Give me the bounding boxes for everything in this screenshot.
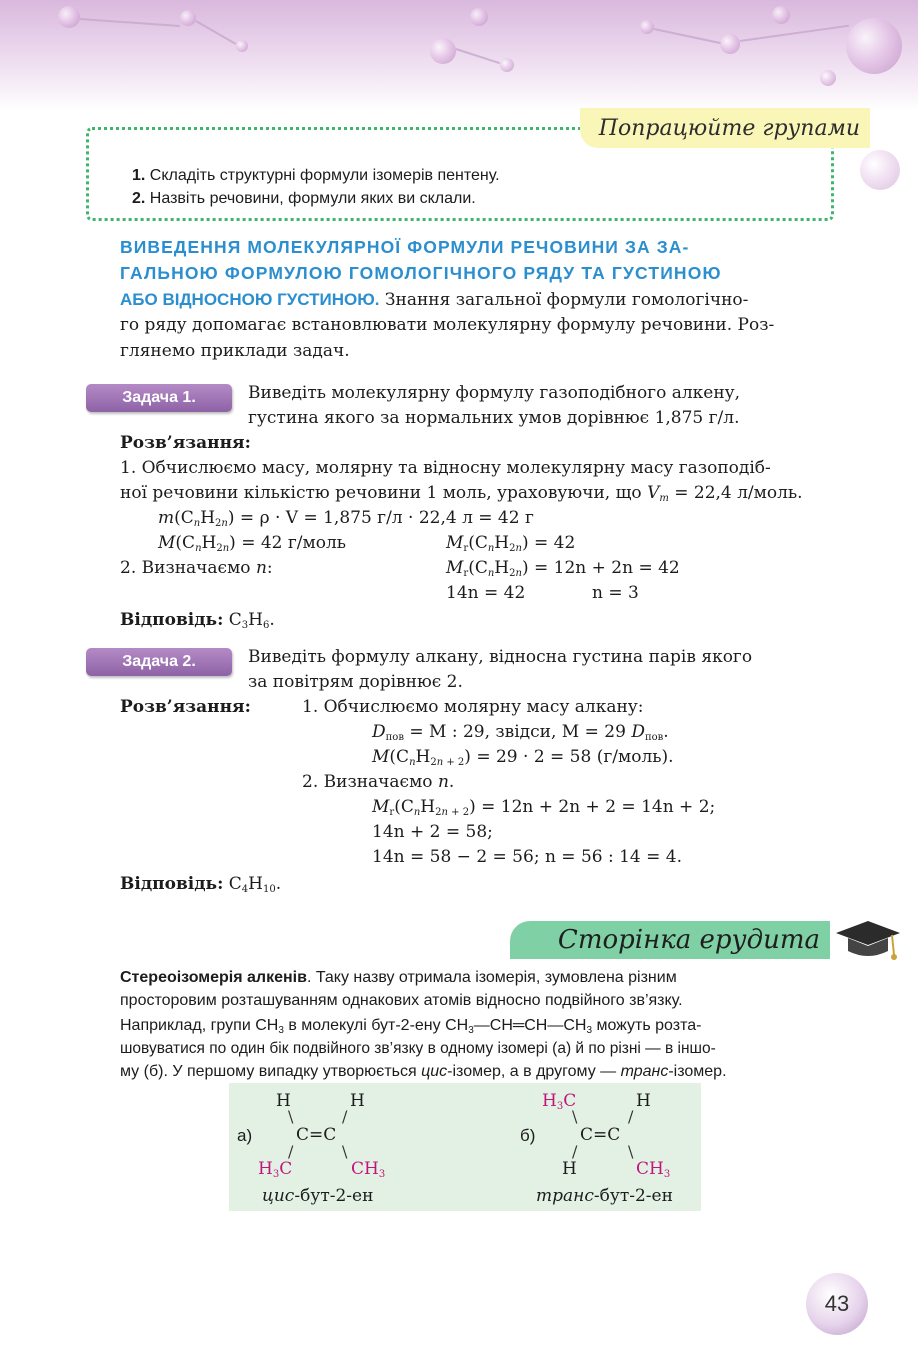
cis-bond: \ — [288, 1107, 294, 1126]
cis-group-ch3: $CH_3$ — [351, 1159, 386, 1180]
page-number: 43 — [806, 1273, 868, 1335]
task-2-eq-relative-mass: $M_r(C_nH_{2n + 2}) = 12n + 2n + 2 = 14n + 2$; — [372, 797, 716, 818]
structure-a-label: а) — [237, 1126, 253, 1145]
trans-double-bond: C=C — [580, 1125, 621, 1145]
erudite-paragraph-2-line-3: му (б). У першому випадку утворюється цис-ізомер, а в другому — транс-ізомер. — [120, 1063, 727, 1080]
structure-b-label: б) — [520, 1126, 536, 1145]
molecule-bubble-icon — [772, 6, 790, 24]
task-1-eq-14n: 14n = 42 — [446, 583, 526, 603]
group-task-2: 2. Назвіть речовини, формули яких ви склали. — [132, 190, 476, 207]
molecule-bubble-icon — [720, 34, 740, 54]
molecule-bubble-icon — [236, 40, 248, 52]
task-2-eq-density: $D_{пов} = M$ : 29, звідси, M = 29 $D_{пов}$. — [372, 722, 669, 743]
cis-double-bond: C=C — [296, 1125, 337, 1145]
task-1-step-1-line-2: ної речовини кількістю речовини 1 моль, ураховуючи, що $V_m = 22,4$ л/моль. — [120, 483, 803, 504]
molecule-bubble-icon — [846, 18, 902, 74]
cis-atom-h-right: H — [350, 1091, 365, 1111]
cis-group-h3c: $H_3C$ — [258, 1159, 293, 1180]
task-2-step-1: 1. Обчислюємо молярну масу алкану: — [302, 697, 644, 717]
task-2-answer: Відповідь: $C_4H_{10}$. — [120, 874, 282, 895]
task-1-eq-relative-mass-2: $M_r(C_nH_{2n}) = 12n + 2n = 42$ — [446, 558, 680, 579]
task-1-label: Задача 1. — [86, 384, 232, 412]
trans-atom-h-right: H — [636, 1091, 651, 1111]
task-1-solution-label: Розв’язання: — [120, 433, 251, 453]
task-2-text-line-2: за повітрям дорівнює 2. — [248, 672, 463, 692]
section-heading-line-2: ГАЛЬНОЮ ФОРМУЛОЮ ГОМОЛОГІЧНОГО РЯДУ ТА ГУСТИНОЮ — [120, 263, 722, 283]
molecule-bubble-icon — [640, 20, 654, 34]
task-1-eq-molar-mass: $M(C_nH_{2n}) = 42$ г/моль — [158, 533, 347, 554]
molecule-bubble-icon — [430, 38, 456, 64]
trans-group-ch3: $CH_3$ — [636, 1159, 671, 1180]
task-1-eq-mass: $m(C_nH_{2n}) = \rho \cdot V = 1,875$ г/л · 22,4 л = 42 г — [158, 508, 534, 529]
task-2-text-line-1: Виведіть формулу алкану, відносна густина парів якого — [248, 647, 753, 667]
erudite-paragraph-2-line-2: шовуватися по один бік подвійного зв’язку в одному ізомері (а) й по різні — в іншо- — [120, 1040, 716, 1057]
cis-bond: \ — [342, 1142, 348, 1161]
group-task-1: 1. Складіть структурні формули ізомерів пентену. — [132, 167, 500, 184]
trans-bond: / — [572, 1142, 578, 1161]
task-2-eq-molar-mass: $M(C_nH_{2n + 2}) = 29 \cdot 2 = 58$ (г/моль). — [372, 747, 674, 768]
task-2-step-2: 2. Визначаємо n. — [302, 772, 455, 792]
erudite-title: Сторінка ерудита — [557, 925, 820, 955]
erudite-paragraph-1-line-1: Стереоізомерія алкенів. Таку назву отримала ізомерія, зумовлена різним — [120, 969, 677, 986]
group-work-tab-title: Попрацюйте групами — [580, 108, 870, 148]
task-2-label: Задача 2. — [86, 648, 232, 676]
task-1-text-line-2: густина якого за нормальних умов дорівнює 1,875 г/л. — [248, 408, 740, 428]
task-1-step-1-line-1: 1. Обчислюємо масу, молярну та відносну молекулярну масу газоподіб- — [120, 458, 771, 478]
trans-caption: транс-бут-2-ен — [536, 1186, 673, 1206]
molecule-bubble-icon — [500, 58, 514, 72]
molecule-bubble-icon — [180, 10, 196, 26]
task-1-answer: Відповідь: $C_3H_6$. — [120, 610, 275, 631]
task-1-step-2: 2. Визначаємо n: — [120, 558, 273, 578]
section-heading-line-1: ВИВЕДЕННЯ МОЛЕКУЛЯРНОЇ ФОРМУЛИ РЕЧОВИНИ ЗА ЗА- — [120, 237, 690, 257]
cis-bond: / — [288, 1142, 294, 1161]
task-1-eq-n: n = 3 — [592, 583, 639, 603]
trans-bond: \ — [572, 1107, 578, 1126]
task-2-eq-final: 14n = 58 − 2 = 56; n = 56 : 14 = 4. — [372, 847, 683, 867]
molecule-bubble-icon — [860, 150, 900, 190]
cis-atom-h-left: H — [276, 1091, 291, 1111]
section-heading-line-3: АБО ВІДНОСНОЮ ГУСТИНОЮ. Знання загальної формули гомологічно- — [120, 290, 749, 310]
molecule-bubble-icon — [470, 8, 488, 26]
trans-bond: / — [628, 1107, 634, 1126]
trans-bond: \ — [628, 1142, 634, 1161]
task-2-eq-14n: 14n + 2 = 58; — [372, 822, 493, 842]
cis-caption: цис-бут-2-ен — [262, 1186, 374, 1206]
intro-line-4: го ряду допомагає встановлювати молекулярну формулу речовини. Роз- — [120, 315, 775, 335]
task-1-eq-relative-mass: $M_r(C_nH_{2n}) = 42$ — [446, 533, 576, 554]
erudite-paragraph-1-line-2: просторовим розташуванням однакових атомів відносно подвійного зв’язку. — [120, 992, 683, 1009]
intro-line-5: глянемо приклади задач. — [120, 341, 350, 361]
molecule-bubble-icon — [820, 70, 836, 86]
cis-bond: / — [342, 1107, 348, 1126]
molecule-bubble-icon — [58, 6, 80, 28]
trans-group-h3c: $H_3C$ — [542, 1091, 577, 1112]
task-2-solution-label: Розв’язання: — [120, 697, 251, 717]
erudite-paragraph-2-line-1: Наприклад, групи $CH_3$ в молекулі бут-2-ену $CH_3—CH═CH—CH_3$ можуть розта- — [120, 1017, 702, 1036]
trans-atom-h-left: H — [562, 1159, 577, 1179]
task-1-text-line-1: Виведіть молекулярну формулу газоподібного алкену, — [248, 383, 741, 403]
graduation-cap-icon — [832, 915, 902, 965]
